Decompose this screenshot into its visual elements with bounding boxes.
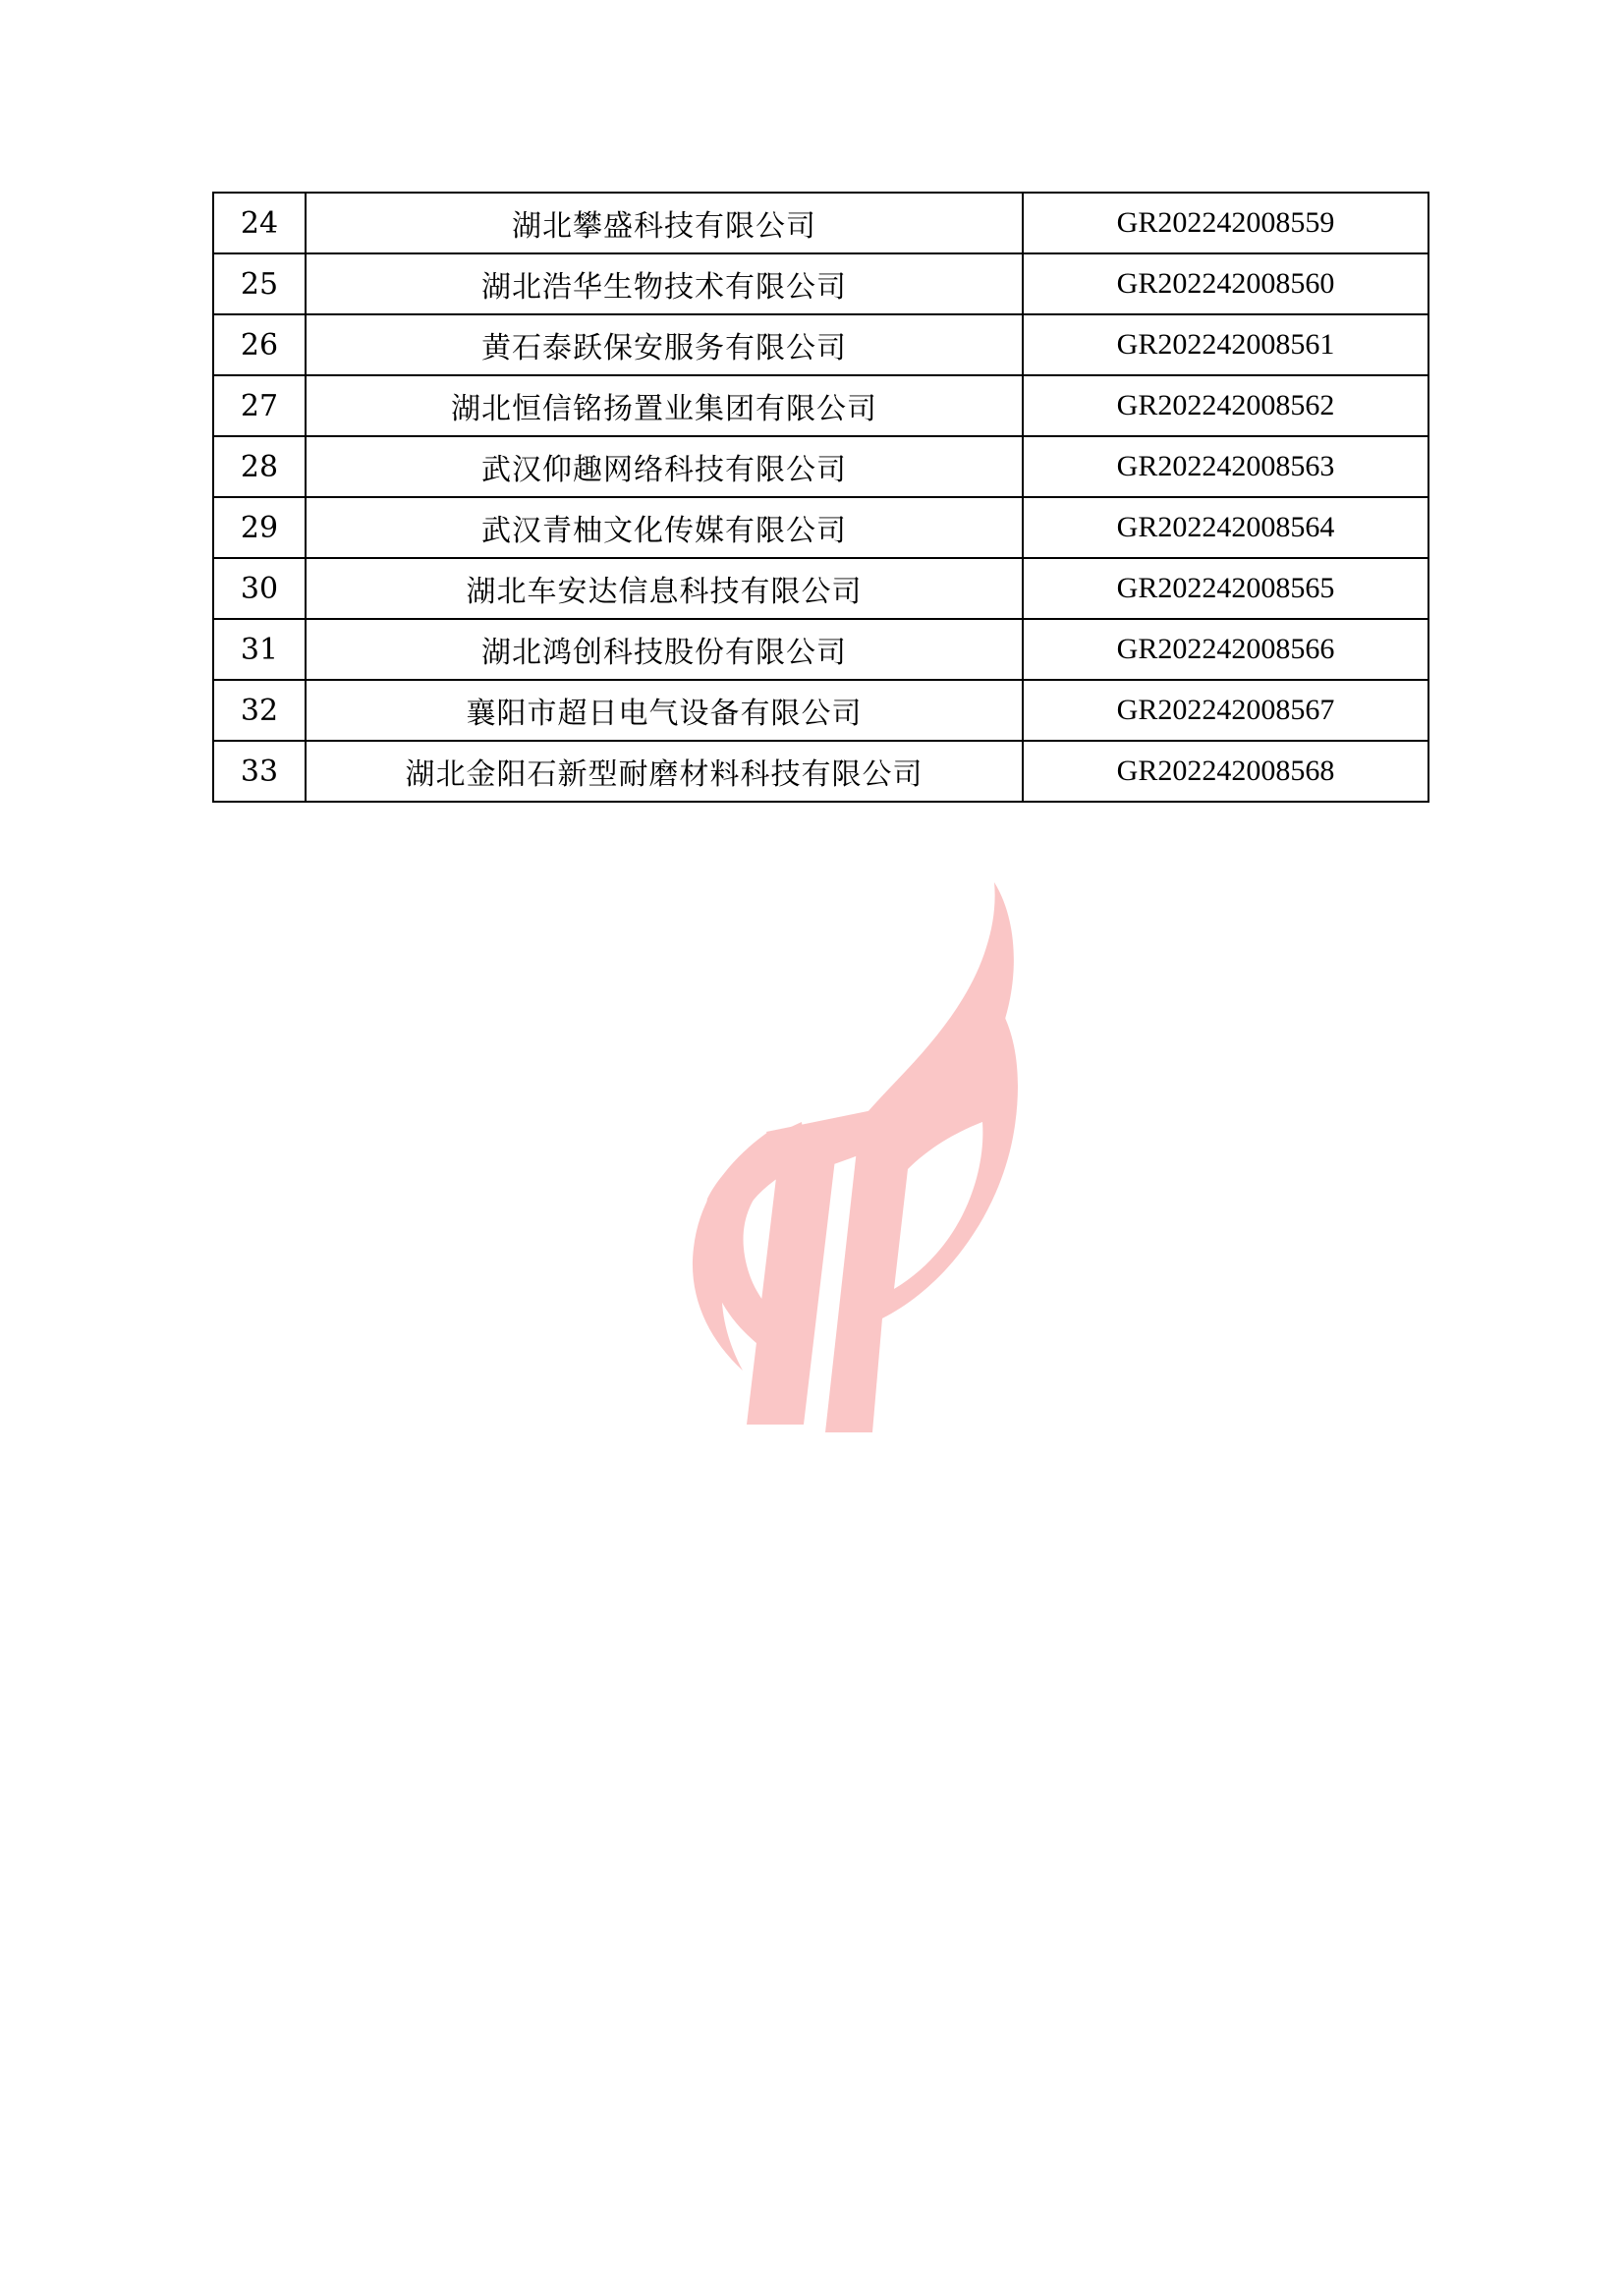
table-row [213,741,1428,802]
certificate-number: GR202242008564 [1023,497,1428,558]
company-name: 湖北鸿创科技股份有限公司 [306,619,1023,680]
table-row [213,436,1428,497]
row-number: 25 [213,253,306,314]
company-name: 湖北金阳石新型耐磨材料科技有限公司 [306,741,1023,802]
table-row [213,314,1428,375]
torch-logo-icon [629,874,1061,1434]
row-number: 32 [213,680,306,741]
certificate-number: GR202242008566 [1023,619,1428,680]
company-name: 湖北车安达信息科技有限公司 [306,558,1023,619]
certificate-number: GR202242008562 [1023,375,1428,436]
company-name: 湖北恒信铭扬置业集团有限公司 [306,375,1023,436]
table-row [213,375,1428,436]
table-row [213,497,1428,558]
row-number: 26 [213,314,306,375]
table-row [213,680,1428,741]
row-number: 31 [213,619,306,680]
row-number: 27 [213,375,306,436]
company-name: 湖北攀盛科技有限公司 [306,193,1023,253]
row-number: 28 [213,436,306,497]
company-name: 襄阳市超日电气设备有限公司 [306,680,1023,741]
table-row [213,619,1428,680]
letter-p-shape [825,1012,1018,1432]
company-name: 武汉仰趣网络科技有限公司 [306,436,1023,497]
company-name: 湖北浩华生物技术有限公司 [306,253,1023,314]
row-number: 30 [213,558,306,619]
certificate-number: GR202242008567 [1023,680,1428,741]
certificate-number: GR202242008568 [1023,741,1428,802]
table-row [213,558,1428,619]
certificate-number: GR202242008563 [1023,436,1428,497]
certificate-number: GR202242008565 [1023,558,1428,619]
row-number: 33 [213,741,306,802]
company-name: 武汉青柚文化传媒有限公司 [306,497,1023,558]
certificate-table [212,192,1429,803]
row-number: 24 [213,193,306,253]
company-name: 黄石泰跃保安服务有限公司 [306,314,1023,375]
table-row [213,193,1428,253]
table-row [213,253,1428,314]
certificate-number: GR202242008561 [1023,314,1428,375]
certificate-number: GR202242008560 [1023,253,1428,314]
row-number: 29 [213,497,306,558]
certificate-number: GR202242008559 [1023,193,1428,253]
